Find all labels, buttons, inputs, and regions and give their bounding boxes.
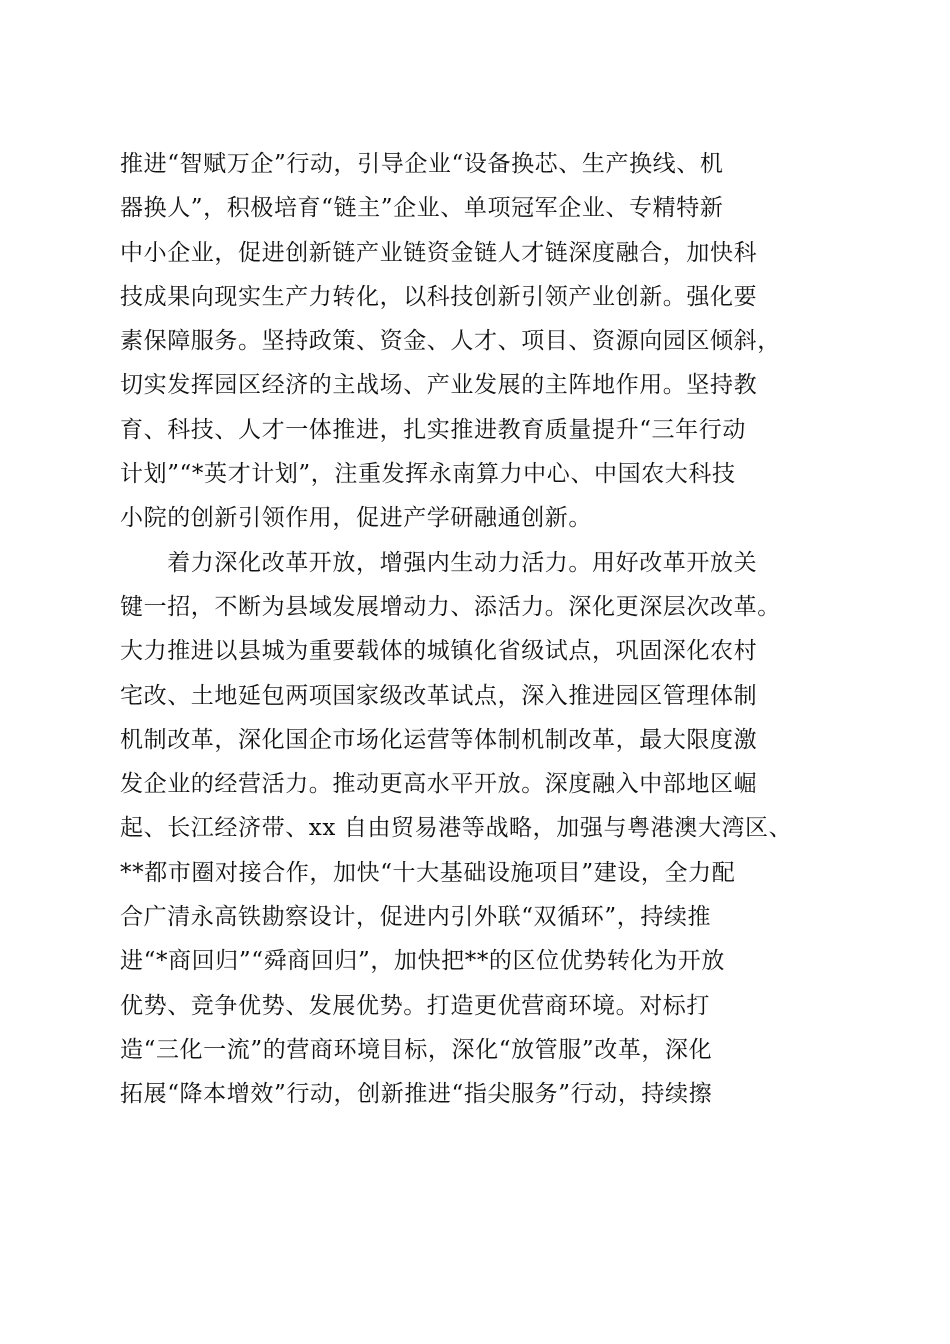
text-line: 技成果向现实生产力转化，以科技创新引领产业创新。强化要 (120, 283, 758, 310)
text-line: 优势、竞争优势、发展优势。打造更优营商环境。对标打 (120, 992, 710, 1019)
text-line: 合广清永高铁勘察设计，促进内引外联“双循环”，持续推 (120, 904, 712, 931)
text-line: 小院的创新引领作用，促进产学研融通创新。 (120, 505, 592, 532)
text-line: 进“*商回归”“舜商回归”，加快把**的区位优势转化为开放 (120, 948, 725, 975)
text-line: 拓展“降本增效”行动，创新推进“指尖服务”行动，持续擦 (120, 1081, 713, 1108)
text-line: 切实发挥园区经济的主战场、产业发展的主阵地作用。坚持教 (120, 372, 758, 399)
text-line: 大力推进以县城为重要载体的城镇化省级试点，巩固深化农村 (120, 638, 758, 665)
text-line: 素保障服务。坚持政策、资金、人才、项目、资源向园区倾斜， (120, 328, 781, 355)
text-line: 机制改革，深化国企市场化运营等体制机制改革，最大限度激 (120, 726, 758, 753)
text-line: 中小企业，促进创新链产业链资金链人才链深度融合，加快科 (120, 239, 758, 266)
text-line: 器换人”，积极培育“链主”企业、单项冠军企业、专精特新 (120, 195, 724, 222)
body-text (120, 142, 840, 1117)
text-line: 键一招，不断为县域发展增动力、添活力。深化更深层次改革。 (120, 593, 781, 620)
text-line: 宅改、土地延包两项国家级改革试点，深入推进园区管理体制 (120, 682, 758, 709)
text-line: 育、科技、人才一体推进，扎实推进教育质量提升“三年行动 (120, 416, 746, 443)
text-line: 着力深化改革开放，增强内生动力活力。用好改革开放关 (120, 549, 758, 576)
text-line: 计划”“*英才计划”，注重发挥永南算力中心、中国农大科技 (120, 461, 736, 488)
text-line: 推进“智赋万企”行动，引导企业“设备换芯、生产换线、机 (120, 151, 724, 177)
text-line: 造“三化一流”的营商环境目标，深化“放管服”改革，深化 (120, 1036, 713, 1063)
text-line: 起、长江经济带、xx 自由贸易港等战略，加强与粤港澳大湾区、 (120, 815, 793, 842)
paragraph-2 (120, 541, 840, 1117)
text-line: **都市圈对接合作，加快“十大基础设施项目”建设，全力配 (120, 859, 736, 886)
paragraph-1 (120, 142, 840, 541)
text-line: 发企业的经营活力。推动更高水平开放。深度融入中部地区崛 (120, 771, 758, 798)
